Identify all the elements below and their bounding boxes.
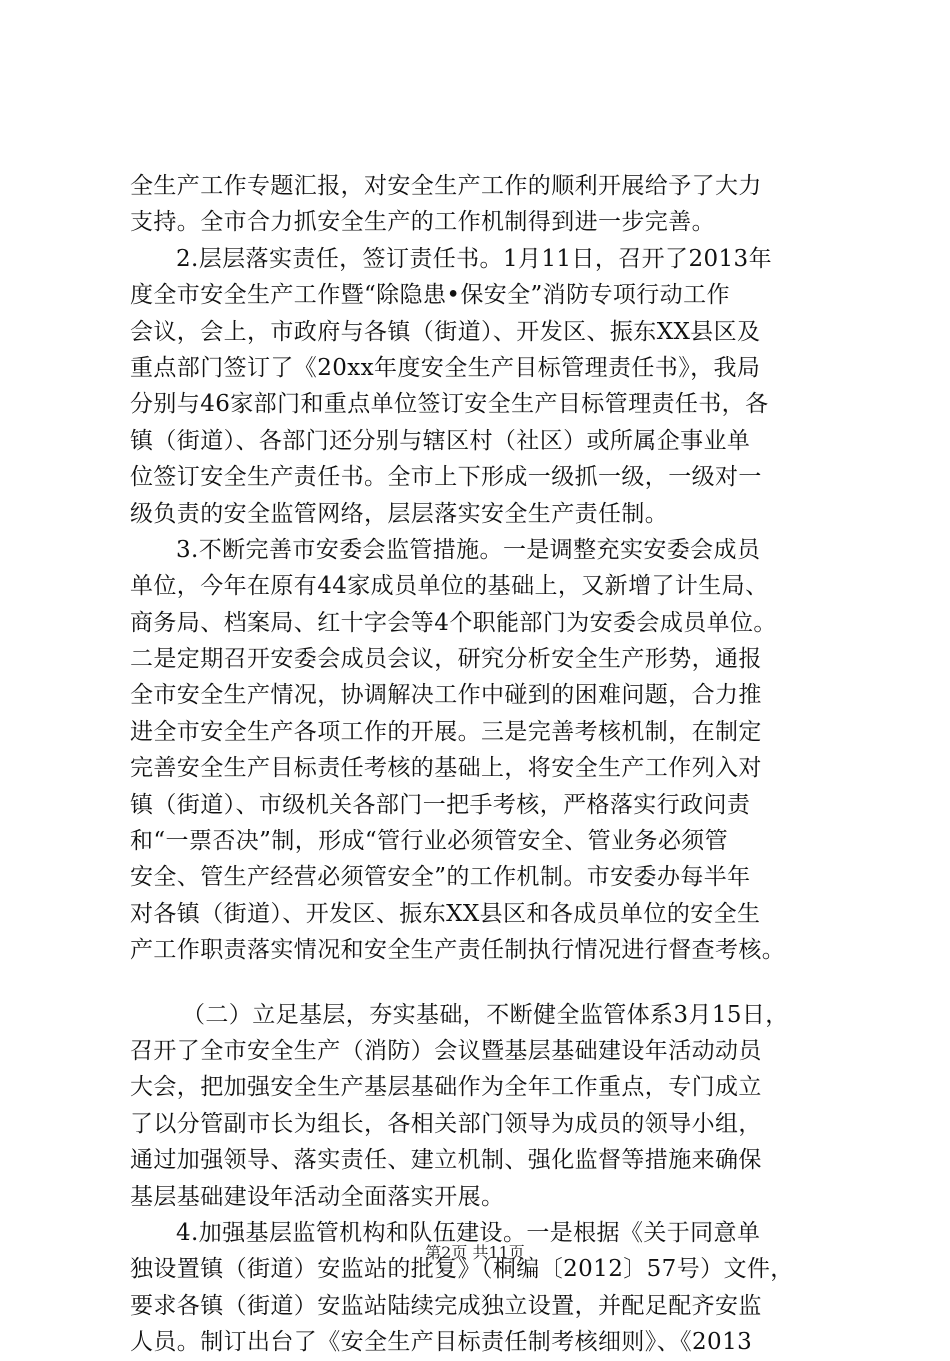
text-line: 二是定期召开安委会成员会议，研究分析安全生产形势，通报 xyxy=(130,646,762,673)
text-line: 进全市安全生产各项工作的开展。三是完善考核机制，在制定 xyxy=(130,718,762,745)
text-line: 2.层层落实责任，签订责任书。1月11日，召开了2013年 xyxy=(176,245,772,272)
text-line: 镇（街道）、各部门还分别与辖区村（社区）或所属企事业单 xyxy=(130,427,751,454)
text-line: 4.加强基层监管机构和队伍建设。一是根据《关于同意单 xyxy=(176,1219,761,1246)
text-line: 对各镇（街道）、开发区、振东XX县区和各成员单位的安全生 xyxy=(130,900,761,927)
text-line: 重点部门签订了《20xx年度安全生产目标管理责任书》，我局 xyxy=(130,354,761,381)
text-line: 了以分管副市长为组长，各相关部门领导为成员的领导小组， xyxy=(130,1110,762,1137)
text-line: 召开了全市安全生产（消防）会议暨基层基础建设年活动动员 xyxy=(130,1037,762,1064)
text-line: 会议，会上，市政府与各镇（街道）、开发区、振东XX县区及 xyxy=(130,318,761,345)
section-heading-line: （二）立足基层，夯实基础，不断健全监管体系3月15日， xyxy=(182,1001,789,1028)
text-line: 级负责的安全监管网络，层层落实安全生产责任制。 xyxy=(130,500,669,527)
text-line: 支持。全市合力抓安全生产的工作机制得到进一步完善。 xyxy=(130,209,715,236)
text-line: 位签订安全生产责任书。全市上下形成一级抓一级，一级对一 xyxy=(130,464,762,491)
page-number-label: 第2页 共11页 xyxy=(425,1243,525,1262)
text-line: 单位，今年在原有44家成员单位的基础上，又新增了计生局、 xyxy=(130,573,769,600)
page-footer xyxy=(0,1240,950,1263)
text-line: 商务局、档案局、红十字会等4个职能部门为安委会成员单位。 xyxy=(130,609,777,636)
text-line: 人员。制订出台了《安全生产目标责任制考核细则》、《2013 xyxy=(130,1329,753,1356)
text-line: 通过加强领导、落实责任、建立机制、强化监督等措施来确保 xyxy=(130,1147,762,1174)
text-line: 独设置镇（街道）安监站的批复》（桐编〔2012〕57号）文件， xyxy=(130,1256,794,1283)
text-line: 安全、管生产经营必须管安全”的工作机制。市安委办每半年 xyxy=(130,864,751,891)
text-line: 3.不断完善市安委会监管措施。一是调整充实安委会成员 xyxy=(176,536,761,563)
text-line: 全市安全生产情况，协调解决工作中碰到的困难问题，合力推 xyxy=(130,682,762,709)
paragraph-gap xyxy=(130,969,830,997)
text-line: 镇（街道）、市级机关各部门一把手考核，严格落实行政问责 xyxy=(130,791,751,818)
text-line: 分别与46家部门和重点单位签订安全生产目标管理责任书，各 xyxy=(130,391,769,418)
text-line: 和“一票否决”制，形成“管行业必须管安全、管业务必须管 xyxy=(130,828,729,855)
document-body xyxy=(130,168,830,1361)
text-line: 基层基础建设年活动全面落实开展。 xyxy=(130,1183,505,1210)
text-line: 全生产工作专题汇报，对安全生产工作的顺利开展给予了大力 xyxy=(130,173,762,199)
text-line: 度全市安全生产工作暨“除隐患•保安全”消防专项行动工作 xyxy=(130,282,730,309)
text-line: 要求各镇（街道）安监站陆续完成独立设置，并配足配齐安监 xyxy=(130,1292,762,1319)
text-line: 产工作职责落实情况和安全生产责任制执行情况进行督查考核。 xyxy=(130,937,786,964)
text-line: 完善安全生产目标责任考核的基础上，将安全生产工作列入对 xyxy=(130,755,762,782)
text-line: 大会，把加强安全生产基层基础作为全年工作重点，专门成立 xyxy=(130,1074,762,1101)
